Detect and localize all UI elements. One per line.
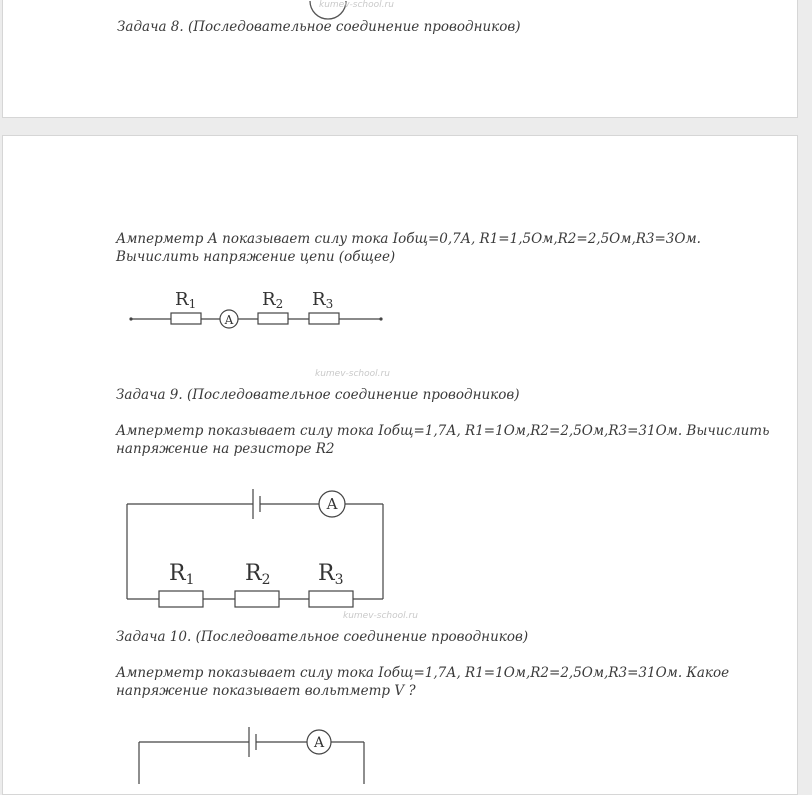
task9-statement-line1: Амперметр показывает силу тока Iобщ=1,7А, R1=1Ом,R2=2,5Ом,R3=31Ом. Вычислить [116, 423, 770, 439]
resistor-r1 [171, 313, 201, 324]
resistor-r2 [235, 591, 279, 607]
task8-title: Задача 8. (Последовательное соединение проводников) [117, 19, 521, 35]
label-r2 [245, 561, 271, 588]
ammeter-label: A [313, 735, 325, 751]
task8-statement-line1: Амперметр А показывает силу тока Iобщ=0,7А, R1=1,5Ом,R2=2,5Ом,R3=3Ом. [116, 231, 701, 247]
label-r3 [312, 289, 333, 311]
r-letter: R [318, 561, 335, 586]
label-r1 [169, 561, 195, 588]
r1-subscript: 1 [185, 572, 195, 588]
r2-subscript: 2 [261, 572, 271, 588]
resistor-r3 [309, 591, 353, 607]
resistor-r2 [258, 313, 288, 324]
ammeter-label: A [224, 313, 234, 327]
watermark: kumev-school.ru [319, 0, 394, 10]
label-r2 [262, 289, 283, 311]
document-page-1 [2, 0, 798, 118]
r-letter: R [262, 289, 276, 310]
r-letter: R [175, 289, 189, 310]
task8-circuit-diagram [123, 281, 393, 341]
task9-circuit-diagram [121, 481, 391, 611]
label-r3 [318, 561, 344, 588]
document-page-2 [2, 135, 798, 795]
task10-statement-line1: Амперметр показывает силу тока Iобщ=1,7А, R1=1Ом,R2=2,5Ом,R3=31Ом. Какое [116, 665, 730, 681]
resistor-r3 [309, 313, 339, 324]
r-letter: R [312, 289, 326, 310]
task10-statement-line2: напряжение показывает вольтметр V ? [116, 683, 416, 699]
watermark: kumev-school.ru [315, 369, 390, 379]
task9-statement-line2: напряжение на резисторе R2 [116, 441, 335, 457]
task8-statement-line2: Вычислить напряжение цепи (общее) [116, 249, 396, 265]
label-r1 [175, 289, 196, 311]
resistor-r1 [159, 591, 203, 607]
watermark: kumev-school.ru [343, 611, 418, 621]
r3-subscript: 3 [325, 297, 334, 311]
r-letter: R [245, 561, 262, 586]
r1-subscript: 1 [188, 297, 197, 311]
r2-subscript: 2 [275, 297, 284, 311]
task10-circuit-diagram [133, 724, 393, 784]
task10-title: Задача 10. (Последовательное соединение проводников) [116, 629, 529, 645]
ammeter-label: A [326, 495, 338, 513]
task9-title: Задача 9. (Последовательное соединение проводников) [116, 387, 520, 403]
r3-subscript: 3 [334, 572, 344, 588]
r-letter: R [169, 561, 186, 586]
